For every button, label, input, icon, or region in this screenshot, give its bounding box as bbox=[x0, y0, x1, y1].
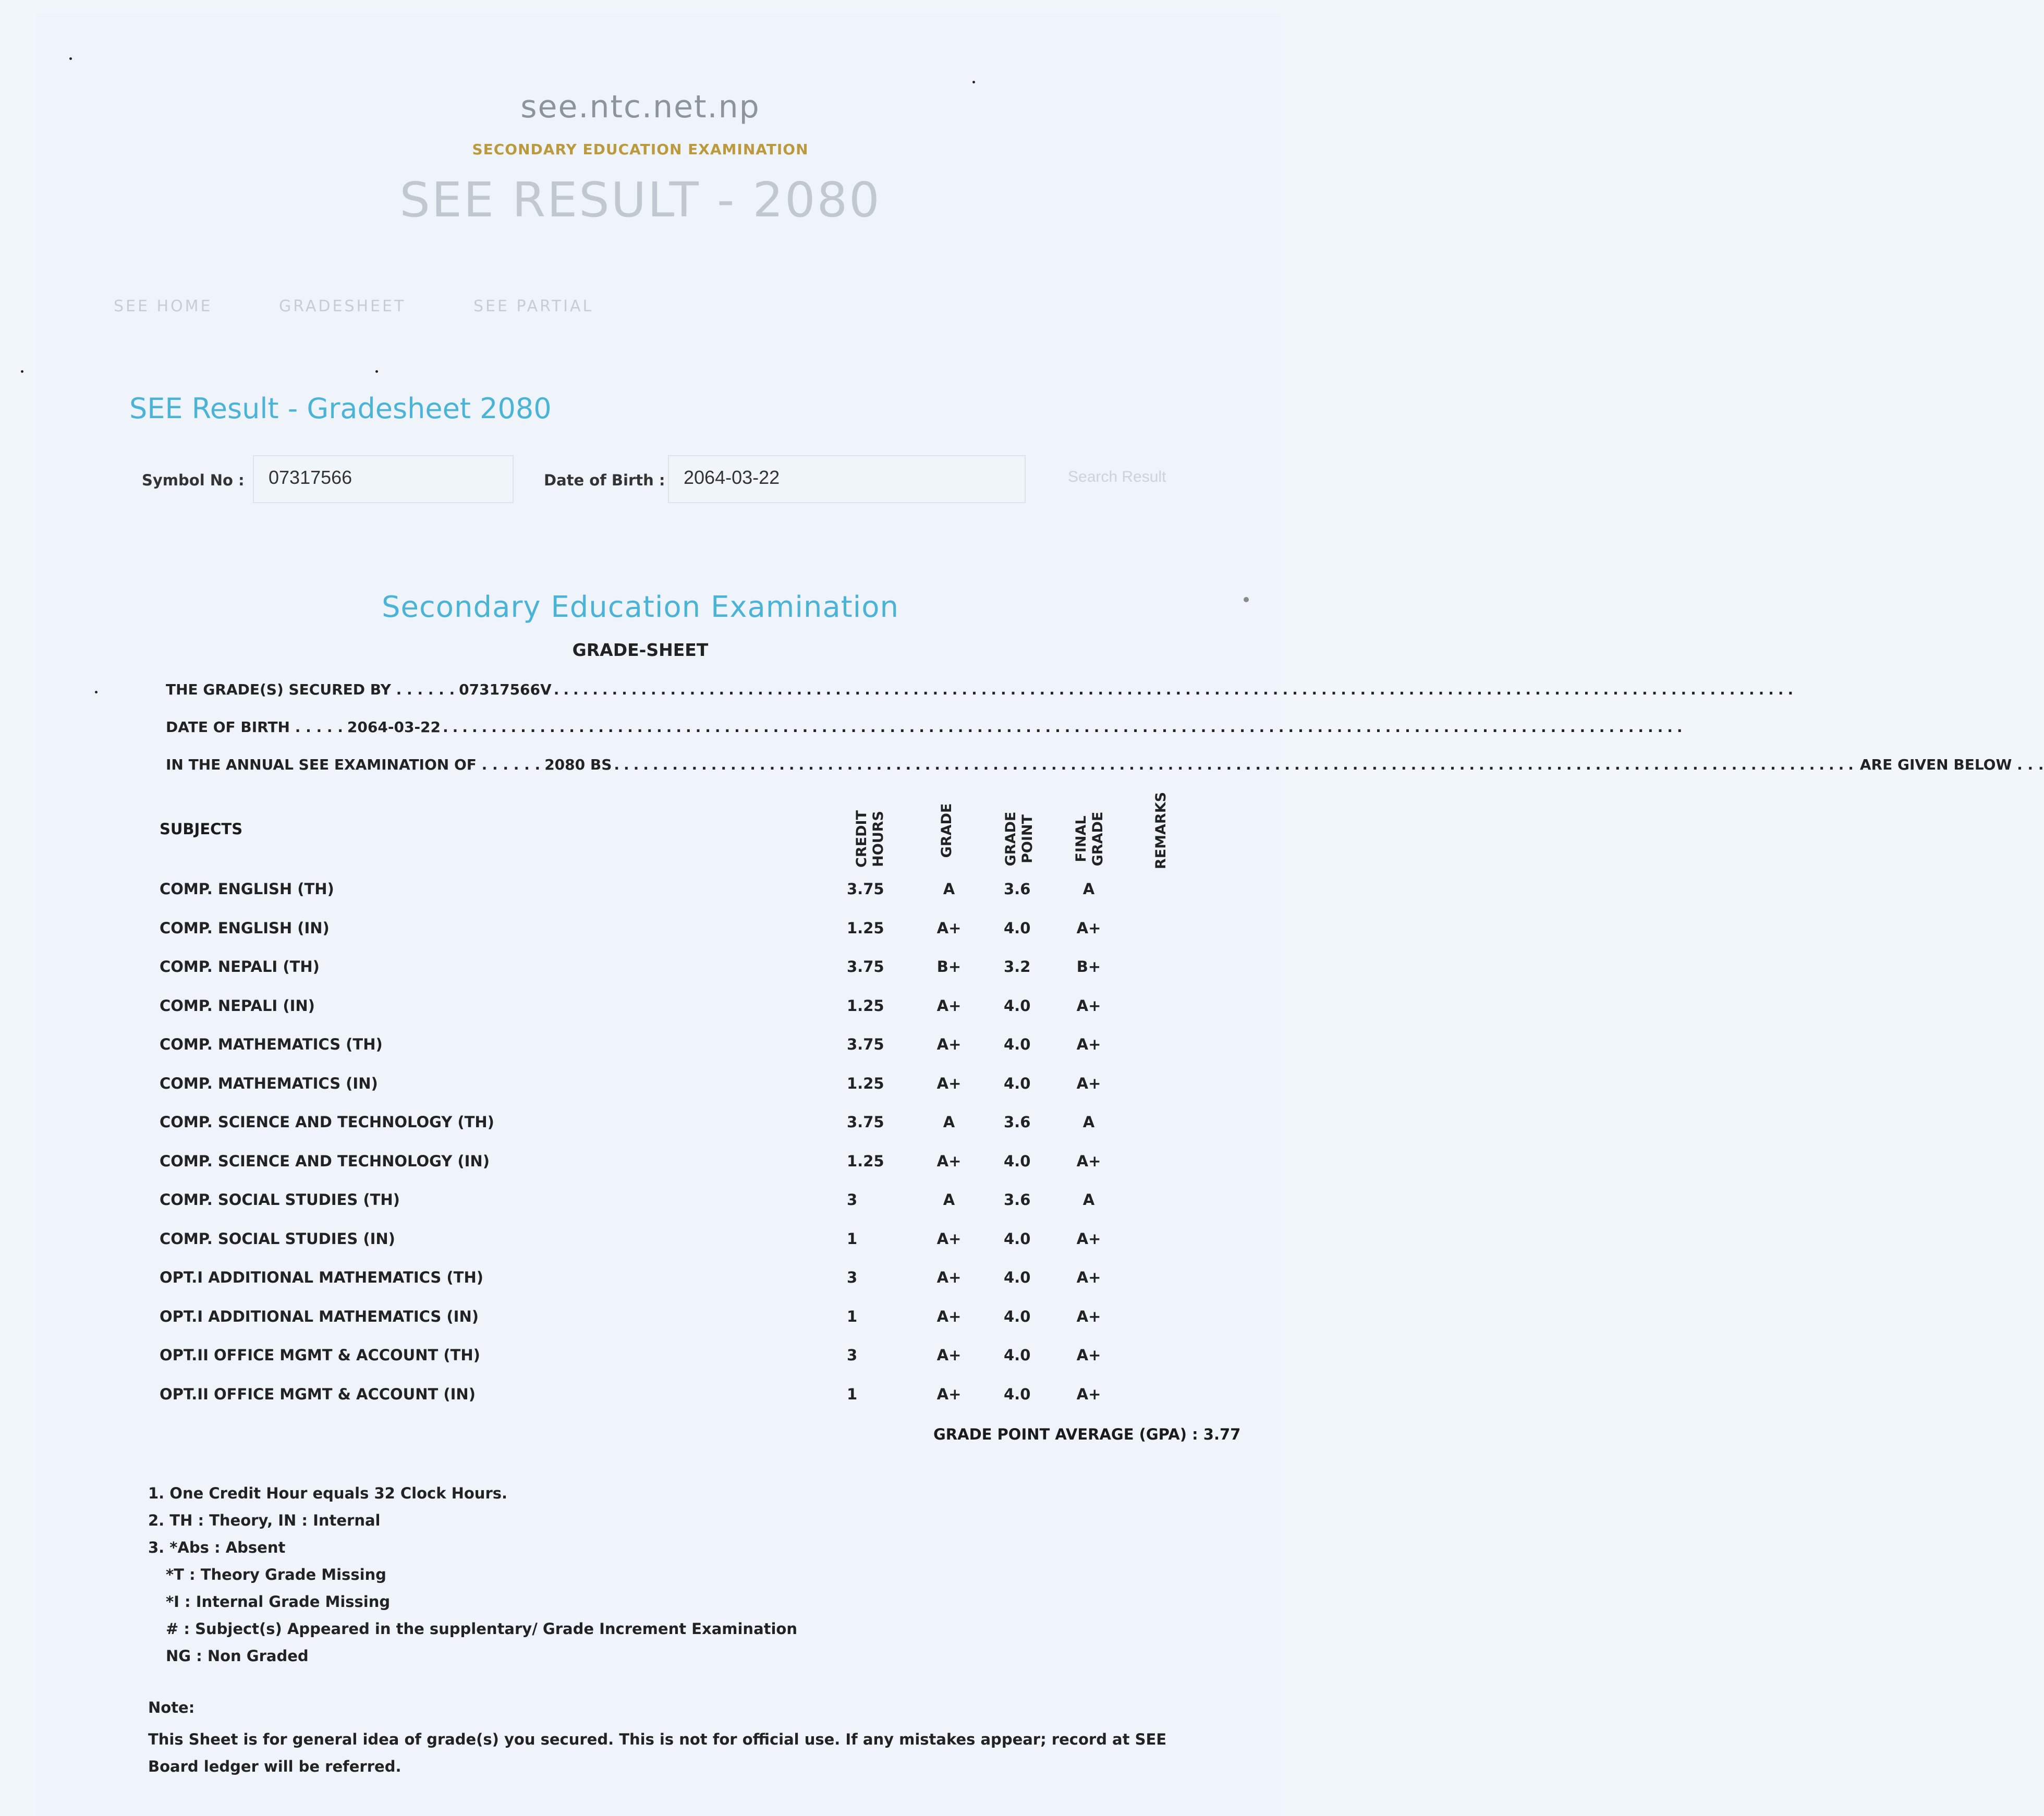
exam-year-label: IN THE ANNUAL SEE EXAMINATION OF . . . . . . bbox=[166, 756, 541, 773]
subject-cell: OPT.I ADDITIONAL MATHEMATICS (TH) bbox=[160, 1269, 483, 1286]
grade-point-cell: 3.6 bbox=[1004, 1191, 1031, 1209]
exam-year-value: 2080 BS bbox=[544, 756, 612, 773]
dot-leader: ................................................................................................................................ bbox=[614, 756, 1858, 773]
scan-speck bbox=[95, 691, 98, 693]
subject-cell: COMP. SCIENCE AND TECHNOLOGY (IN) bbox=[160, 1152, 490, 1170]
table-row bbox=[0, 1191, 1281, 1212]
table-row bbox=[0, 1075, 1281, 1095]
form-title: SEE Result - Gradesheet 2080 bbox=[129, 392, 552, 425]
table-row bbox=[0, 958, 1281, 979]
final-grade-cell: A bbox=[1082, 1191, 1095, 1209]
gpa-line bbox=[933, 1425, 1240, 1443]
table-row bbox=[0, 1308, 1281, 1329]
site-url[interactable]: see.ntc.net.np bbox=[520, 89, 760, 125]
gpa-value: 3.77 bbox=[1203, 1425, 1241, 1443]
credit-hours-cell: 3 bbox=[847, 1346, 858, 1364]
grade-point-cell: 4.0 bbox=[1004, 919, 1031, 937]
credit-hours-cell: 3 bbox=[847, 1269, 858, 1286]
credit-hours-cell: 3.75 bbox=[847, 880, 884, 898]
subject-cell: COMP. ENGLISH (IN) bbox=[160, 919, 330, 937]
grade-point-cell: 4.0 bbox=[1004, 1230, 1031, 1248]
grade-point-cell: 4.0 bbox=[1004, 1075, 1031, 1092]
credit-hours-cell: 3 bbox=[847, 1191, 858, 1209]
final-grade-cell: A+ bbox=[1076, 1346, 1101, 1364]
grade-cell: B+ bbox=[936, 958, 962, 976]
credit-hours-cell: 3.75 bbox=[847, 1035, 884, 1053]
credit-hours-cell: 1.25 bbox=[847, 997, 884, 1015]
grade-cell: A+ bbox=[936, 1152, 962, 1170]
scan-speck bbox=[375, 370, 378, 373]
dob-input[interactable]: 2064-03-22 bbox=[668, 455, 1026, 503]
grade-cell: A+ bbox=[936, 1385, 962, 1403]
note-heading: Note: bbox=[148, 1699, 195, 1716]
dob-label: Date of Birth : bbox=[544, 471, 665, 489]
final-grade-cell: A+ bbox=[1076, 919, 1101, 937]
subject-cell: COMP. MATHEMATICS (TH) bbox=[160, 1035, 383, 1053]
final-grade-cell: B+ bbox=[1076, 958, 1101, 976]
grade-point-cell: 4.0 bbox=[1004, 1346, 1031, 1364]
dot-leader: ................................................................................................................................ bbox=[443, 718, 1687, 736]
final-grade-cell: A+ bbox=[1076, 1075, 1101, 1092]
exam-year-line bbox=[166, 756, 2044, 773]
final-grade-cell: A bbox=[1082, 1113, 1095, 1131]
grade-cell: A+ bbox=[936, 1230, 962, 1248]
grade-cell: A+ bbox=[936, 1035, 962, 1053]
table-row bbox=[0, 1385, 1281, 1406]
grade-point-column-header: GRADE POINT bbox=[1003, 811, 1036, 867]
symbol-input[interactable]: 07317566 bbox=[253, 455, 514, 503]
final-grade-cell: A bbox=[1082, 880, 1095, 898]
credit-hours-cell: 1.25 bbox=[847, 919, 884, 937]
grade-point-cell: 3.6 bbox=[1004, 880, 1031, 898]
grade-point-cell: 3.2 bbox=[1004, 958, 1031, 976]
credit-hours-cell: 1 bbox=[847, 1230, 858, 1248]
grade-cell: A+ bbox=[936, 1269, 962, 1286]
subject-cell: COMP. SOCIAL STUDIES (TH) bbox=[160, 1191, 400, 1209]
final-grade-cell: A+ bbox=[1076, 1152, 1101, 1170]
gpa-label: GRADE POINT AVERAGE (GPA) : bbox=[933, 1425, 1198, 1443]
subject-cell: COMP. SCIENCE AND TECHNOLOGY (TH) bbox=[160, 1113, 494, 1131]
table-row bbox=[0, 997, 1281, 1018]
scan-speck bbox=[972, 81, 975, 83]
final-grade-column-header: FINAL GRADE bbox=[1073, 811, 1106, 867]
grade-point-cell: 3.6 bbox=[1004, 1113, 1031, 1131]
remarks-column-header: REMARKS bbox=[1153, 791, 1169, 870]
dob-line-label: DATE OF BIRTH . . . . . bbox=[166, 718, 343, 736]
scan-speck bbox=[69, 57, 72, 60]
secured-by-label: THE GRADE(S) SECURED BY . . . . . . bbox=[166, 681, 455, 698]
exam-name: SECONDARY EDUCATION EXAMINATION bbox=[472, 141, 809, 158]
grade-cell: A bbox=[943, 1191, 955, 1209]
table-row bbox=[0, 919, 1281, 940]
page-title: SEE RESULT - 2080 bbox=[399, 172, 881, 228]
footnote-supplementary: # : Subject(s) Appeared in the supplentary/ Grade Increment Examination bbox=[166, 1620, 798, 1638]
credit-hours-cell: 1 bbox=[847, 1385, 858, 1403]
scan-speck bbox=[21, 370, 23, 373]
credit-hours-cell: 1.25 bbox=[847, 1075, 884, 1092]
footnote-2: 2. TH : Theory, IN : Internal bbox=[148, 1512, 381, 1529]
dob-line bbox=[166, 718, 1687, 736]
credit-hours-cell: 1 bbox=[847, 1308, 858, 1325]
given-below-text: ARE GIVEN BELOW . . . bbox=[1859, 756, 2044, 773]
note-text: This Sheet is for general idea of grade(s) you secured. This is not for official use. If any mistakes appear; record at SEE Board ledger will be referred. bbox=[148, 1730, 1167, 1775]
gradesheet-subtitle: GRADE-SHEET bbox=[572, 640, 709, 660]
subject-cell: COMP. ENGLISH (TH) bbox=[160, 880, 334, 898]
grade-point-cell: 4.0 bbox=[1004, 1269, 1031, 1286]
footnote-internal-missing: *I : Internal Grade Missing bbox=[166, 1593, 391, 1611]
secured-by-line bbox=[166, 681, 1798, 698]
table-row bbox=[0, 1035, 1281, 1056]
table-row bbox=[0, 1113, 1281, 1134]
footnote-non-graded: NG : Non Graded bbox=[166, 1647, 309, 1665]
table-row bbox=[0, 1346, 1281, 1367]
grade-cell: A+ bbox=[936, 919, 962, 937]
grade-point-cell: 4.0 bbox=[1004, 997, 1031, 1015]
grade-cell: A+ bbox=[936, 1308, 962, 1325]
final-grade-cell: A+ bbox=[1076, 1269, 1101, 1286]
grade-point-cell: 4.0 bbox=[1004, 1385, 1031, 1403]
dot-leader: ................................................................................................................................ bbox=[553, 681, 1798, 698]
grade-cell: A+ bbox=[936, 1346, 962, 1364]
grade-point-cell: 4.0 bbox=[1004, 1152, 1031, 1170]
table-row bbox=[0, 1269, 1281, 1289]
credit-hours-cell: 3.75 bbox=[847, 958, 884, 976]
final-grade-cell: A+ bbox=[1076, 1035, 1101, 1053]
table-row bbox=[0, 1152, 1281, 1173]
gradesheet-title: Secondary Education Examination bbox=[382, 590, 899, 624]
subject-cell: OPT.II OFFICE MGMT & ACCOUNT (IN) bbox=[160, 1385, 476, 1403]
subject-cell: COMP. MATHEMATICS (IN) bbox=[160, 1075, 378, 1092]
grade-column-header: GRADE bbox=[939, 803, 955, 858]
grade-cell: A+ bbox=[936, 1075, 962, 1092]
final-grade-cell: A+ bbox=[1076, 1308, 1101, 1325]
subject-cell: COMP. NEPALI (IN) bbox=[160, 997, 315, 1015]
credit-hours-cell: 3.75 bbox=[847, 1113, 884, 1131]
footnote-3: 3. *Abs : Absent bbox=[148, 1539, 286, 1556]
subject-cell: OPT.II OFFICE MGMT & ACCOUNT (TH) bbox=[160, 1346, 480, 1364]
grade-cell: A+ bbox=[936, 997, 962, 1015]
search-result-button[interactable]: Search Result bbox=[1068, 468, 1166, 485]
grade-cell: A bbox=[943, 1113, 955, 1131]
grade-point-cell: 4.0 bbox=[1004, 1308, 1031, 1325]
subject-cell: COMP. NEPALI (TH) bbox=[160, 958, 320, 976]
footnote-theory-missing: *T : Theory Grade Missing bbox=[166, 1566, 386, 1583]
credit-hours-column-header: CREDIT HOURS bbox=[854, 810, 886, 868]
subject-cell: COMP. SOCIAL STUDIES (IN) bbox=[160, 1230, 395, 1248]
table-row bbox=[0, 1230, 1281, 1251]
symbol-label: Symbol No : bbox=[142, 471, 245, 489]
final-grade-cell: A+ bbox=[1076, 997, 1101, 1015]
subjects-column-header: SUBJECTS bbox=[160, 820, 243, 838]
grade-point-cell: 4.0 bbox=[1004, 1035, 1031, 1053]
nav-see-home[interactable]: SEE HOME bbox=[114, 297, 213, 315]
grade-cell: A bbox=[943, 880, 955, 898]
credit-hours-cell: 1.25 bbox=[847, 1152, 884, 1170]
final-grade-cell: A+ bbox=[1076, 1230, 1101, 1248]
nav-see-partial[interactable]: SEE PARTIAL bbox=[473, 297, 594, 315]
secured-by-value: 07317566V bbox=[459, 681, 552, 698]
subject-cell: OPT.I ADDITIONAL MATHEMATICS (IN) bbox=[160, 1308, 479, 1325]
final-grade-cell: A+ bbox=[1076, 1385, 1101, 1403]
dob-line-value: 2064-03-22 bbox=[347, 718, 441, 736]
footnote-1: 1. One Credit Hour equals 32 Clock Hours. bbox=[148, 1484, 508, 1502]
nav-gradesheet[interactable]: GRADESHEET bbox=[279, 297, 406, 315]
table-row bbox=[0, 880, 1281, 901]
